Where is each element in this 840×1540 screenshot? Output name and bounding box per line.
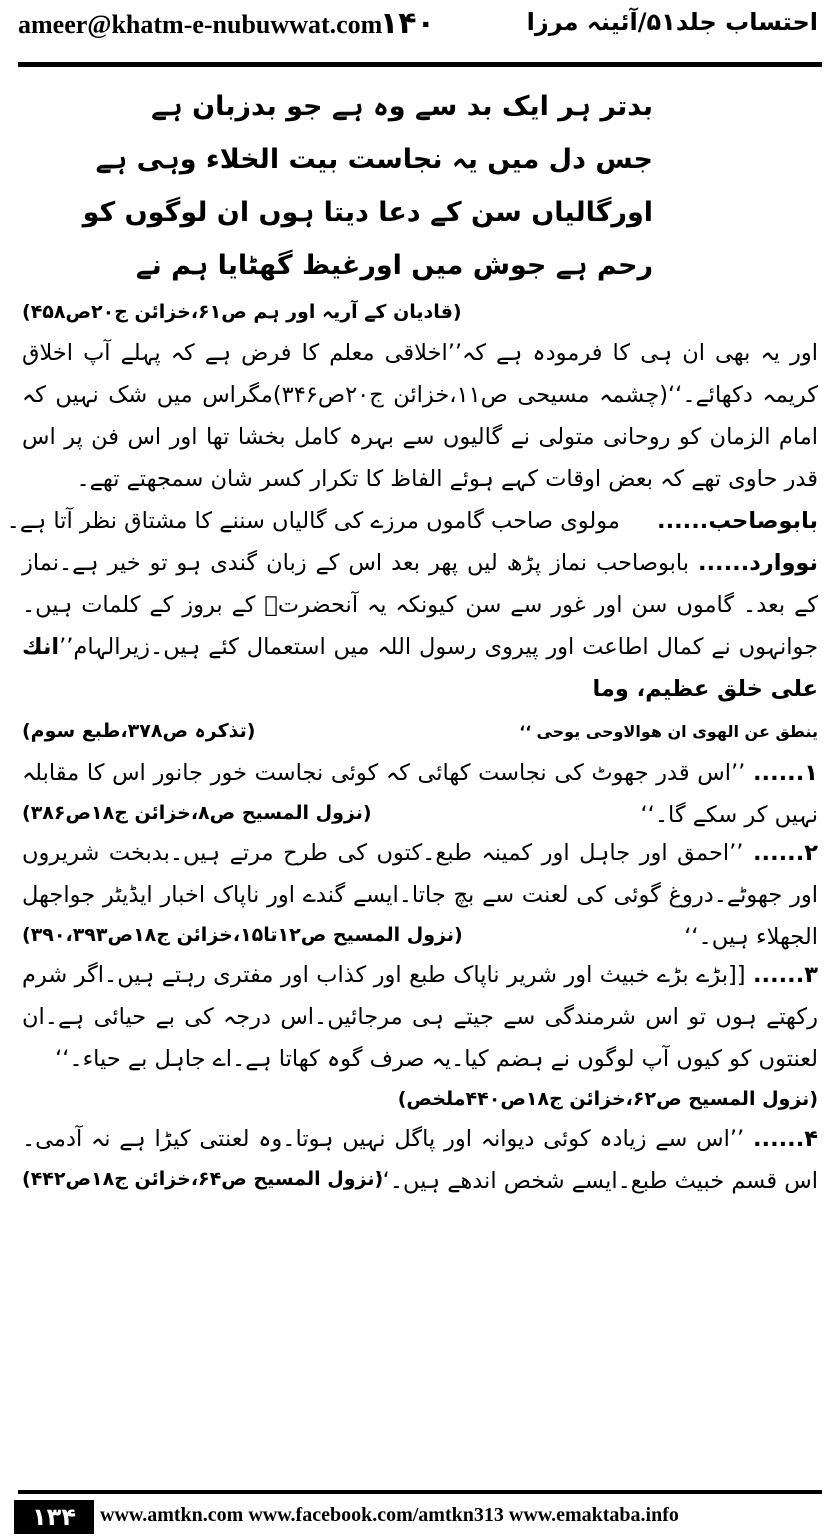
poem-reference: (قادیان کے آریہ اور ہم ص۶۱،خزائن ج۲۰ص۴۵۸) xyxy=(22,301,462,323)
babu-text: مولوی صاحب گاموں مرزے کی گالیاں سننے کا مشتاق نظر آتا ہے۔ xyxy=(6,508,620,534)
item-number: ۲...... xyxy=(752,840,818,866)
arabic-close-quote: ‘‘ xyxy=(519,721,532,741)
item-reference: (نزول المسیح ص۸،خزائن ج۱۸ص۳۸۶) xyxy=(22,802,372,824)
page-header xyxy=(0,0,840,70)
babu-label: بابوصاحب...... xyxy=(657,508,818,534)
arabic-verse-row xyxy=(22,710,818,752)
item-reference: (نزول المسیح ص۱۲تا۱۵،خزائن ج۱۸ص۳۹۰،۳۹۳) xyxy=(22,924,463,946)
babu-line xyxy=(6,500,818,542)
arabic-verse-1: انك علی خلق عظیم، وما xyxy=(22,634,818,702)
paragraph-1: اور یہ بھی ان ہی کا فرمودہ ہے کہ’’اخلاقی معلم کا فرض ہے کہ پہلے آپ اخلاق کریمہ دکھائے۔‘‘(چشمہ مسیحی ص۱۱،خزائن ج۲۰ص۳۴۶)مگراس میں شک نہیں کہ امام الزمان کو روحانی متولی نے گالیوں سے بہرہ کامل بخشا تھا اور اس فن پر اس قدر حاوی تھے کہ بعض اوقات کہے ہوئے الفاظ کا تکرار کسر شان سمجھتے تھے۔ xyxy=(22,340,818,492)
arabic-verse-group xyxy=(519,722,818,741)
item-number: ۳...... xyxy=(752,962,818,988)
header-page-number: ۱۴۰ xyxy=(380,6,435,41)
item-reference: (نزول المسیح ص۶۴،خزائن ج۱۸ص۴۴۲) xyxy=(22,1168,384,1190)
item-reference: (نزول المسیح ص۶۲،خزائن ج۱۸ص۴۴۰ملخص) xyxy=(397,1088,818,1110)
poem-line: بدتر ہر ایک بد سے وہ ہے جو بدزبان ہے xyxy=(151,91,653,122)
arabic-verse-2: ینطق عن الهوی ان هوالاوحی یوحی xyxy=(536,721,818,741)
poem-line: جس دل میں یہ نجاست بیت الخلاء وہی ہے xyxy=(95,144,653,175)
item-number: ۱...... xyxy=(752,760,818,786)
poem-line: اورگالیاں سن کے دعا دیتا ہوں ان لوگوں کو xyxy=(82,197,653,228)
poem-line: رحم ہے جوش میں اورغیظ گھٹایا ہم نے xyxy=(135,250,653,281)
page-body xyxy=(6,80,818,1198)
footer-page-number: ۱۳۴ xyxy=(14,1500,94,1534)
tazkira-reference: (تذکرہ ص۳۷۸،طبع سوم) xyxy=(22,720,256,742)
item-text: ’’اس قدر جھوٹ کی نجاست کھائی کہ کوئی نجاست خور جانور اس کا مقابلہ نہیں کر سکے گا۔‘‘ xyxy=(22,760,818,828)
header-email: ameer@khatm-e-nubuwwat.com xyxy=(18,10,383,39)
item-text: [[بڑے بڑے خبیث اور شریر ناپاک طبع اور کذاب اور مفتری رہتے ہیں۔اگر شرم رکھتے ہوں تو اس شرمندگی سے جیتے ہی مرجائیں۔اس درجہ کی بے حیائی ہے۔ان لعنتوں کو کیوں آپ لوگوں نے ہضم کیا۔یہ صرف گوہ کھاتا ہے۔اے جاہل بے حیاء۔‘‘ xyxy=(22,962,818,1072)
footer-divider xyxy=(18,1490,822,1494)
quote-item-3 xyxy=(22,954,818,1080)
item-text: ’’احمق اور جاہل اور کمینہ طبع۔کتوں کی طرح مرتے ہیں۔بدبخت شریروں اور جھوٹے۔دروغ گوئی کی لعنت سے بچ جاتا۔ایسے گندے اور ناپاک اخبار ایڈیٹر جواجهل الجهلاء ہیں۔‘‘ xyxy=(22,840,818,950)
item-text: ’’اس سے زیادہ کوئی دیوانہ اور پاگل نہیں ہوتا۔وہ لعنتی کیڑا ہے نہ آدمی۔اس قسم خبیث طبع۔ایسے شخص اندھے ہیں۔‘‘ xyxy=(22,1126,818,1194)
item-number: ۴...... xyxy=(752,1126,818,1152)
header-divider xyxy=(18,62,822,67)
poem xyxy=(22,80,818,292)
nawarid-label: نووارد...... xyxy=(697,550,818,576)
header-title: احتساب جلد۵۱/آئینہ مرزا xyxy=(526,8,818,36)
footer-urls: www.amtkn.com www.facebook.com/amtkn313 www.emaktaba.info xyxy=(100,1504,679,1526)
nawarid-text: بابوصاحب نماز پڑھ لیں پھر بعد اس کے زبان گندی ہو تو خیر ہے۔نماز کے بعد۔ گاموں سن اور غور سے سن کیونکہ یہ آنحضرتؐ کے بروز کے کلمات ہیں۔جوانہوں نے کمال اطاعت اور پیروی رسول اللہ میں استعمال کئے ہیں۔زیرالہام’’ xyxy=(22,550,818,660)
nawarid-paragraph xyxy=(22,542,818,710)
